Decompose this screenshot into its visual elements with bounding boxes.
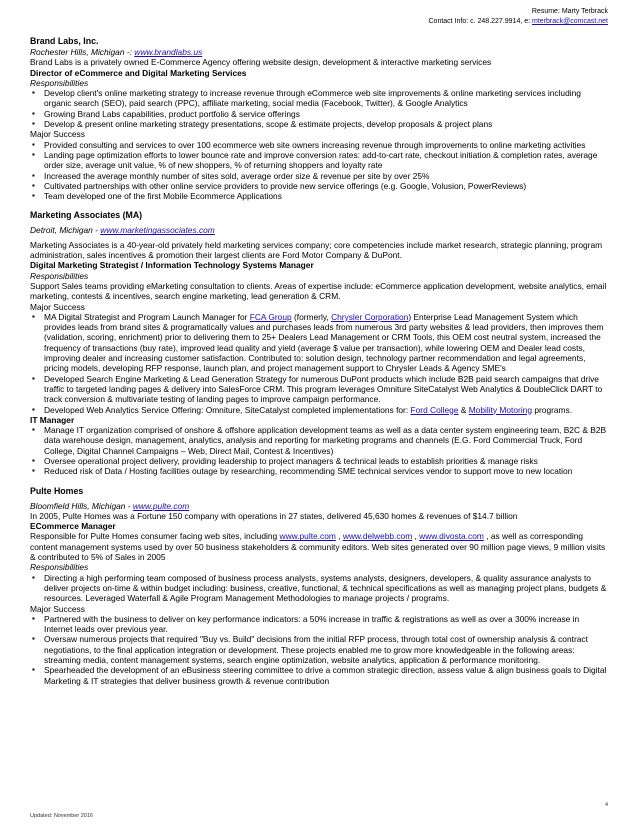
responsibilities-list [30, 573, 608, 604]
company-description: Brand Labs is a privately owned E-Commerce Agency offering website design, development & interactive marketing services [30, 57, 492, 68]
intro-sep: , [412, 531, 420, 542]
list-item: ▪ Team developed one of the first Mobile Ecommerce Applications [30, 191, 608, 201]
company-location [30, 225, 608, 235]
fca-group-link[interactable]: FCA Group [249, 311, 292, 322]
list-item: ▪ Oversaw numerous projects that required "Buy vs. Build" decisions from the initial RFP process, through total cost of ownership analysis & contract negotiations, to the final application integration or development. These projects enabled me to grow more knowledgeable in the following areas: streaming media, content management systems, search engine optimization, website analytics, application & performance monitoring. [30, 634, 608, 665]
ford-college-link[interactable]: Ford College [410, 404, 459, 415]
intro-sep: , [335, 531, 343, 542]
section-spacer [30, 201, 608, 210]
location-text: Detroit, Michigan - [30, 225, 101, 236]
success-list [30, 140, 608, 202]
it-manager-list [30, 425, 608, 476]
list-item: ▪ Partnered with the business to deliver on key performance indicators: a 50% increase in traffic & registrations as well as over a 300% increase in Internet leads over previous year. [30, 614, 608, 635]
company-website-link[interactable]: www.pulte.com [132, 500, 190, 511]
item-text: Developed Web Analytics Service Offering: Omniture, SiteCatalyst completed implementations for: [44, 404, 411, 415]
list-item: ▪ Manage IT organization comprised of onshore & offshore application development teams as well as a data center system engineering team, B2C & B2B data warehouse design, management, analytics, analysis and reporting for marketing programs and channels (E.G. Ford Commercial Truck, Ford College, Digital Channel Campaigns – Web, Direct Mail, Contest & Incentives) [30, 425, 608, 456]
item-text: & [458, 404, 469, 415]
list-item: ▪ Increased the average monthly number of sites sold, average order size & revenue per site by over 25% [30, 171, 608, 181]
updated-footer: Updated: November 2016 [30, 813, 93, 819]
delwebb-link[interactable]: www.delwebb.com [342, 531, 413, 542]
item-text: programs. [532, 404, 573, 415]
company-name: Pulte Homes [30, 485, 84, 496]
success-list [30, 614, 608, 686]
company-website-link[interactable]: www.brandlabs.us [134, 47, 203, 57]
company-website-link[interactable]: www.marketingassociates.com [100, 225, 215, 236]
list-item: ▪ Oversee operational project delivery, providing leadership to project managers & technical leads to establish priorities & manage risks [30, 456, 608, 466]
list-item [30, 405, 608, 415]
resume-content [30, 36, 608, 686]
list-item: ▪ Directing a high performing team composed of business process analysts, systems analysts, designers, developers, & quality assurance analysts to deliver projects on-time & within budget including: business, creative, functional, & technical specifications as well as managing project plans, budgets & resources. Leveraged Waterfall & Agile Program Management Methodologies to manage projects / programs. [30, 573, 608, 604]
role-title-it-manager: IT Manager [30, 414, 75, 425]
section-brand-labs [30, 36, 608, 201]
list-item: ▪ Provided consulting and services to over 100 ecommerce web site owners increasing revenue through improvements to online marketing activities [30, 140, 608, 150]
mobility-motoring-link[interactable]: Mobility Motoring [468, 404, 533, 415]
location-text: Rochester Hills, Michigan -: [30, 47, 135, 57]
list-item: ▪ Landing page optimization efforts to lower bounce rate and improve conversion rates: add-to-cart rate, checkout initiation & completion rates, average order size, average unit value, % of new shoppers, % of returning shoppers and loyalty rate [30, 150, 608, 171]
list-item: ▪ Growing Brand Labs capabilities, product portfolio & service offerings [30, 109, 608, 119]
chrysler-link[interactable]: Chrysler Corporation [331, 311, 409, 322]
list-item: ▪ Cultivated partnerships with other online service providers to provide new service offerings (e.g. Google, Volusion, PowerReviews) [30, 181, 608, 191]
responsibilities-list [30, 88, 608, 129]
item-text: ) Enterprise Lead Management System which provides leads from brand sites & programatically values and purchases leads from numerous 3rd party websites & lead providers, then improves them (validation, scoring, enrichment) prior to delivering them to 25+ Dealers Lead Management or CRM Tools, this OEM cost neutral system, increased the frequency of transactions (buy rate), improved lead quality and yield (average $ value per transaction), while lowering OEM and Dealer lead costs, improving dealer and increasing customer satisfaction. Contributed to: solution design, technology partner recommendation and legal agreements, pricing models, developing RFP response, launch plan, and project management support to Chrysler Leads & Agency SME's [44, 311, 604, 374]
company-location [30, 501, 608, 511]
section-marketing-associates [30, 210, 608, 476]
contact-email-link[interactable]: mterbrack@comcast.net [532, 17, 608, 25]
list-item: ▪ Develop client's online marketing strategy to increase revenue through eCommerce web site improvements & online marketing services including organic search (SEO), paid search (PPC), affiliate marketing, social media (Facebook, Twitter), & Google Analytics [30, 88, 608, 109]
list-item: ▪ Spearheaded the development of an eBusiness steering committee to drive a common strategic direction, assess value & align business goals to Digital Marketing & IT strategies that deliver business growth & revenue contribution [30, 665, 608, 686]
resume-label: Resume: Marty Terbrack [531, 8, 608, 15]
role-title: Director of eCommerce and Digital Marketing Services [30, 67, 247, 78]
page-number: 4 [604, 802, 608, 808]
intro-text: Responsible for Pulte Homes consumer facing web sites, including [30, 531, 280, 542]
major-success-label: Major Success [30, 603, 85, 614]
company-description: Marketing Associates is a 40-year-old privately held marketing services company; core competencies include market research, strategic planning, program administration, sales incentives & promotion their largest clients are Ford Motor Company & DuPont. [30, 239, 603, 261]
major-success-label: Major Success [30, 129, 85, 140]
responsibilities-label: Responsibilities [30, 562, 89, 573]
responsibilities-text: Support Sales teams providing eMarketing consultation to clients. Areas of expertise include: eCommerce application development, website analytics, email marketing, contests & incentives, search engine marketing, lead generation & CRM. [30, 280, 607, 302]
company-location [30, 47, 608, 57]
section-spacer [30, 477, 608, 486]
item-text: MA Digital Strategist and Program Launch Manager for [44, 311, 250, 322]
major-success-label: Major Success [30, 301, 85, 312]
success-list [30, 312, 608, 415]
section-pulte-homes [30, 486, 608, 686]
role-title: ECommerce Manager [30, 521, 116, 532]
contact-prefix: Contact Info: c. 248.227.9914, e: [428, 17, 533, 25]
responsibilities-label: Responsibilities [30, 77, 89, 88]
location-text: Bloomfield Hills, Michigan - [30, 500, 133, 511]
role-intro [30, 531, 608, 562]
company-name: Marketing Associates (MA) [30, 210, 143, 221]
pulte-link[interactable]: www.pulte.com [279, 531, 336, 542]
intro-text: , as well as corresponding content management systems used by over 50 business stakeholders & community editors. Web sites generated over 90 million page views, 9 million visits & contributed to 5% of Sales in 2005 [30, 531, 606, 563]
list-item: ▪ Develop & present online marketing strategy presentations, scope & estimate projects, develop proposals & project plans [30, 119, 608, 129]
list-item [30, 312, 608, 374]
company-name: Brand Labs, Inc. [30, 36, 99, 46]
divosta-link[interactable]: www.divosta.com [419, 531, 484, 542]
page-header [30, 7, 608, 26]
company-description: In 2005, Pulte Homes was a Fortune 150 company with operations in 27 states, delivered 45,630 homes & revenues of $14.7 billion [30, 510, 518, 521]
role-title: Digital Marketing Strategist / Information Technology Systems Manager [30, 260, 314, 271]
responsibilities-label: Responsibilities [30, 270, 89, 281]
list-item: ▪ Developed Search Engine Marketing & Lead Generation Strategy for numerous DuPont products which include B2B paid search campaigns that drive traffic to targeted landing pages & delivery into SalesForce CRM. This program leverages Omniture SiteCatalyst Web Analytics & DoubleClick DART to track conversion & multivariate testing of landing pages to improve campaign performance. [30, 374, 608, 405]
contact-info [30, 17, 608, 27]
item-text: (formerly, [291, 311, 332, 322]
list-item: ▪ Reduced risk of Data / Hosting facilities outage by researching, recommending SME technical services vendor to support move to new location [30, 466, 608, 476]
